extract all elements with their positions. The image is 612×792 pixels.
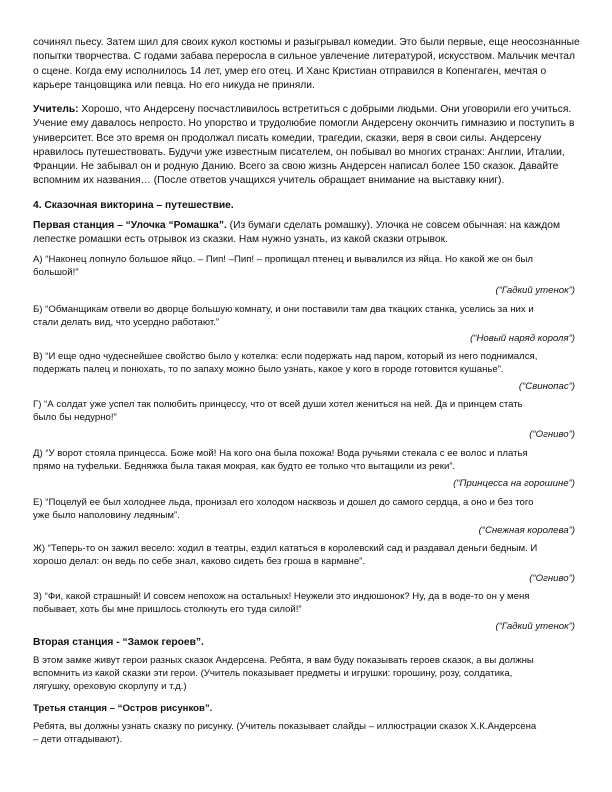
section-heading: 4. Сказочная викторина – путешествие. (33, 200, 234, 211)
text-line: попытки творчества. С годами забава переросла в сильное увлечение литературой, искусством. Мальчик мечтал (33, 51, 575, 63)
quiz-question (33, 590, 581, 616)
quiz-question (33, 303, 581, 329)
text-line: – дети отгадывают). (33, 734, 123, 745)
station3-paragraph (33, 720, 581, 746)
text-line: уже было наполовину ледяным”. (33, 510, 180, 521)
text-line: прямо на туфельки. Бедняжка была такая мокрая, как будто ее только что вытащили из реки”. (33, 461, 456, 472)
text-line: Ребята, вы должны узнать сказку по рисунку. (Учитель показывает слайды – иллюстрации сказок Х.К.Андерсена (33, 721, 537, 732)
text-line: Хорошо, что Андерсену посчастливилось встретиться с добрыми людьми. Они уговорили его учиться. (78, 104, 572, 115)
quiz-question (33, 253, 581, 279)
quiz-question (33, 447, 581, 473)
text-line: стали делать вид, что усердно работают.” (33, 317, 220, 328)
quiz-answer: (“Снежная королева”) (478, 525, 575, 536)
text-line: вспомним их названия… (После ответов учащихся учитель обращает внимание на выставку книг). (33, 175, 505, 187)
quiz-question (33, 398, 581, 424)
quiz-answer: (“Огниво”) (529, 573, 575, 584)
text-line: лепестке ромашки есть отрывок из сказки. Нам нужно узнать, из какой сказки отрывок. (33, 234, 448, 246)
text-line: о сцене. Когда ему исполнилось 14 лет, умер его отец. И Ханс Кристиан отправился в Копенгаген, мечтая о (33, 65, 547, 77)
teacher-paragraph (33, 103, 581, 189)
text-line: Г) “А солдат уже успел так полюбить принцессу, что от всей души хотел жениться на ней. Да и принцем стать (33, 399, 523, 410)
station2-paragraph (33, 654, 581, 693)
text-line: (Из бумаги сделать ромашку). Улочка не совсем обычная: на каждом (226, 220, 560, 231)
quiz-answer: (“Принцесса на горошине”) (453, 478, 575, 489)
text-line: вспомнить из какой сказки эти герои. (Учитель показывает предметы и игрушки: горошину, розу, солдатика, (33, 668, 513, 679)
station-title: Первая станция – “Улочка “Ромашка”. (33, 220, 227, 231)
text-line: Д) “У ворот стояла принцесса. Боже мой! На кого она была похожа! Вода ручьями стекала с ее волос и платья (33, 448, 528, 459)
text-line: было бы недурно!” (33, 412, 117, 423)
intro-paragraph (33, 36, 581, 93)
quiz-question (33, 350, 581, 376)
quiz-answer: (“Гадкий утенок”) (495, 285, 575, 296)
text-line: хорошо делал: он ведь по себе знал, каково сидеть без гроша в кармане”. (33, 556, 366, 567)
text-line: университет. Все это время он продолжал писать комедии, трагедии, сказки, веря в свои силы. Андерсену (33, 132, 542, 144)
text-line: сочинял пьесу. Затем шил для своих кукол костюмы и разыгрывал комедии. Это были первые, еще неосознанные (33, 37, 580, 48)
quiz-answer: (“Гадкий утенок”) (495, 621, 575, 632)
station-title: Третья станция – “Остров рисунков”. (33, 703, 213, 714)
quiz-question (33, 542, 581, 568)
text-line: В этом замке живут герои разных сказок Андерсена. Ребята, я вам буду показывать героев сказок, а вы должны (33, 655, 534, 666)
text-line: побывает, хоть бы мне пришлось столкнуть его туда силой!” (33, 604, 302, 615)
quiz-question (33, 496, 581, 522)
text-line: подержать палец и понюхать, то по запаху можно было узнать, какое у кого в городе готовится кушанье”. (33, 364, 504, 375)
quiz-answer: (“Свинопас”) (518, 381, 575, 392)
text-line: Учение ему давалось непросто. Но упорство и трудолюбие помогли Андерсену окончить гимназию и поступить в (33, 118, 575, 130)
text-line: В) “И еще одно чудеснейшее свойство было у котелка: если подержать над паром, который из него поднимался, (33, 351, 538, 362)
station-title: Вторая станция - “Замок героев”. (33, 637, 204, 648)
text-line: Б) “Обманщикам отвели во дворце большую комнату, и они поставили там два ткацких станка, уселись за них и (33, 304, 534, 315)
text-line: лягушку, ореховую скорлупу и т.д.) (33, 681, 187, 692)
text-line: Е) “Поцелуй ее был холоднее льда, пронизал его холодом насквозь и дошел до самого сердца, а оно и без того (33, 497, 534, 508)
station1-paragraph (33, 219, 581, 248)
quiz-answer: (“Новый наряд короля”) (470, 333, 575, 344)
text-line: большой!” (33, 267, 79, 278)
text-line: Франции. Не забывал он и родную Данию. Всего за свою жизнь Андерсен написал более 150 сказок. Давайте (33, 161, 559, 173)
teacher-label: Учитель: (33, 104, 79, 115)
text-line: Ж) “Теперь-то он зажил весело: ходил в театры, ездил кататься в королевский сад и раздавал деньги бедным. И (33, 543, 538, 554)
text-line: нравилось путешествовать. Будучи уже известным писателем, он побывал во многих странах: Англии, Италии, (33, 146, 565, 158)
text-line: А) “Наконец лопнуло большое яйцо. – Пип! –Пип! – пропищал птенец и вывалился из яйца. Но какой же он был (33, 254, 533, 265)
text-line: З) “Фи, какой страшный! И совсем непохож на остальных! Неужели это индюшонок? Ну, да в воде-то он у меня (33, 591, 530, 602)
text-line: карьере танцовщика или певца. Но его никуда не приняли. (33, 79, 315, 91)
quiz-answer: (“Огниво”) (529, 429, 575, 440)
